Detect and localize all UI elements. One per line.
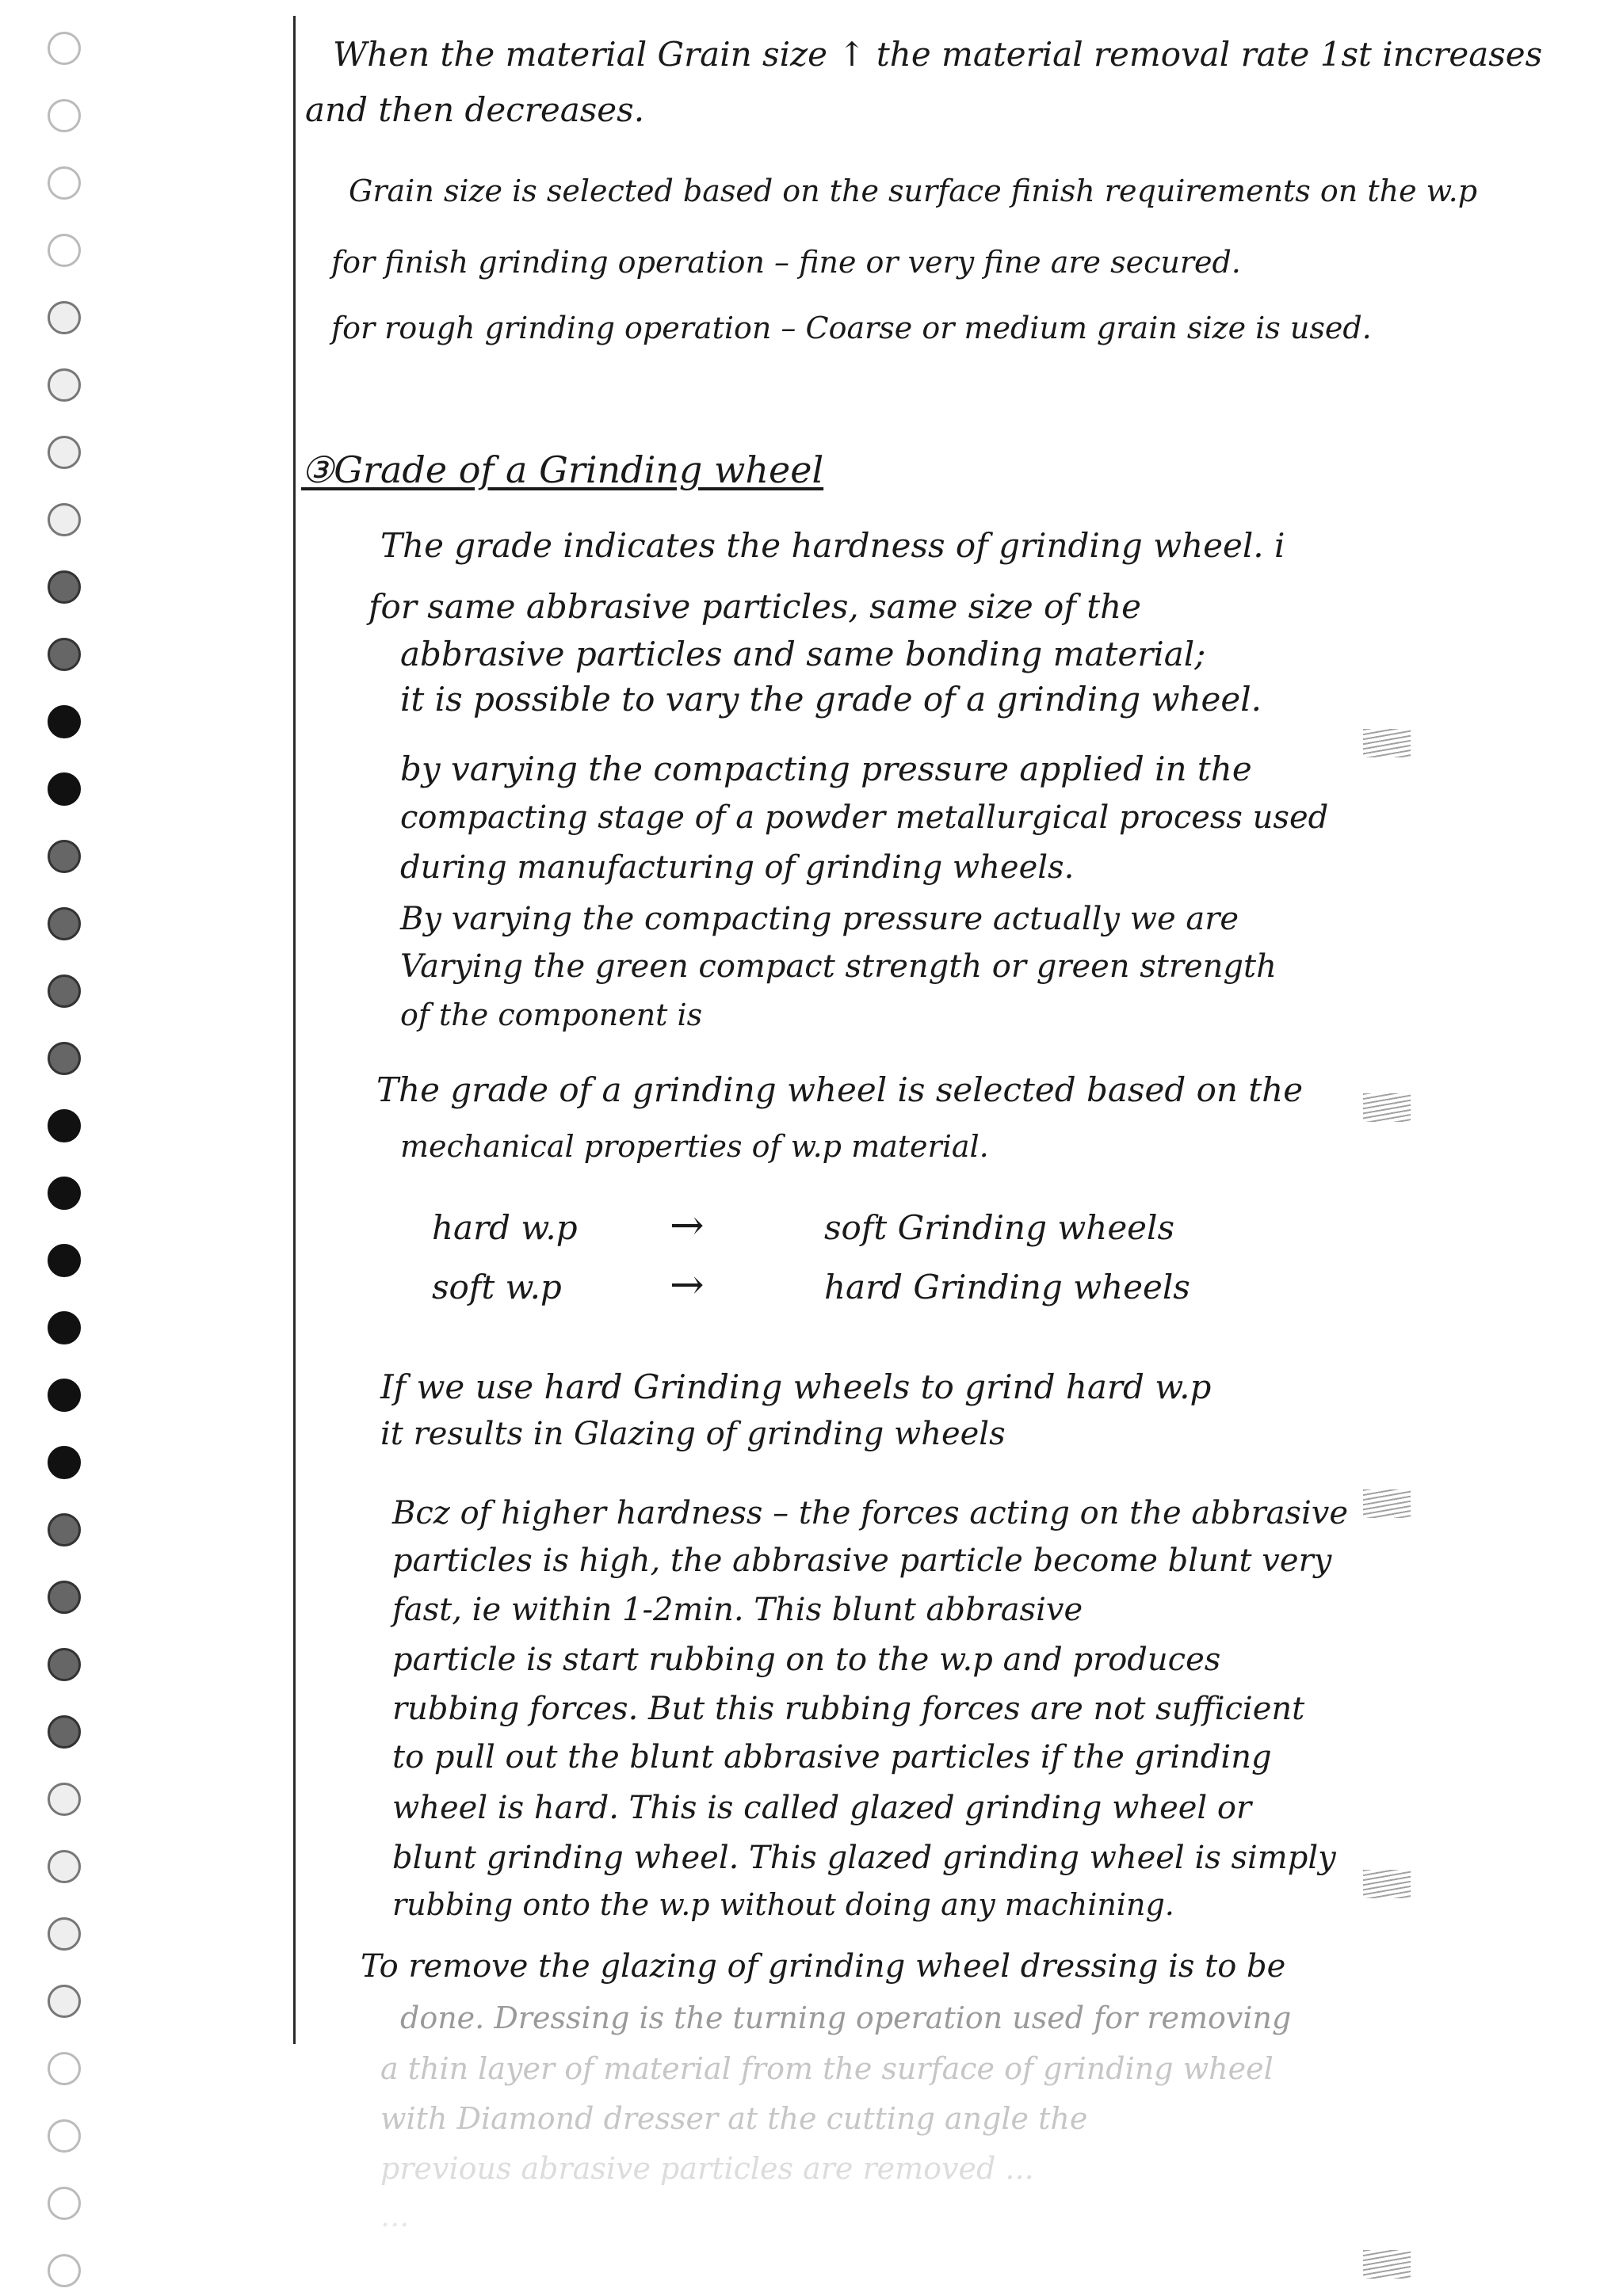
binder-hole	[48, 1648, 81, 1681]
binder-holes	[48, 32, 95, 2282]
binder-hole	[48, 234, 81, 267]
binder-hole	[48, 1581, 81, 1614]
binder-hole	[48, 2187, 81, 2220]
note-line: for finish grinding operation – fine or very fine are secured.	[331, 245, 1241, 280]
note-line: by varying the compacting pressure applied in the	[400, 749, 1252, 788]
note-line: of the component is	[400, 997, 703, 1032]
binder-hole	[48, 1715, 81, 1749]
note-line: during manufacturing of grinding wheels.	[400, 849, 1075, 886]
note-line: ...	[380, 2199, 410, 2233]
binder-hole	[48, 974, 81, 1008]
note-line: fast, ie within 1-2min. This blunt abbrasive	[392, 1592, 1083, 1628]
note-line: for same abbrasive particles, same size of the	[369, 587, 1142, 626]
binder-hole	[48, 1850, 81, 1883]
note-line: wheel is hard. This is called glazed grinding wheel or	[392, 1790, 1252, 1826]
binder-hole	[48, 840, 81, 873]
binder-hole	[48, 368, 81, 402]
note-line: Bcz of higher hardness – the forces acting on the abbrasive	[392, 1495, 1349, 1531]
note-line: done. Dressing is the turning operation used for removing	[400, 2000, 1292, 2035]
scan-mark	[1363, 1870, 1411, 1898]
arrow-icon: →	[670, 1261, 705, 1309]
binder-hole	[48, 2052, 81, 2085]
mapping-to: soft Grinding wheels	[824, 1208, 1175, 1247]
note-line: a thin layer of material from the surface of grinding wheel	[380, 2051, 1274, 2086]
margin-line	[293, 16, 296, 2044]
binder-hole	[48, 1042, 81, 1075]
binder-hole	[48, 1177, 81, 1210]
note-line: By varying the compacting pressure actually we are	[400, 901, 1239, 937]
scan-marks	[1363, 0, 1458, 2296]
binder-hole	[48, 1917, 81, 1951]
note-line: previous abrasive particles are removed ...	[380, 2151, 1034, 2186]
binder-hole	[48, 1783, 81, 1816]
note-line: with Diamond dresser at the cutting angle the	[380, 2101, 1088, 2136]
binder-hole	[48, 503, 81, 536]
note-line: compacting stage of a powder metallurgical process used	[400, 799, 1329, 836]
arrow-icon: →	[670, 1202, 705, 1249]
mapping-from: soft w.p	[432, 1268, 562, 1306]
note-line: particles is high, the abbrasive particle become blunt very	[392, 1543, 1332, 1579]
note-line: to pull out the blunt abbrasive particles if the grinding	[392, 1739, 1272, 1775]
binder-hole	[48, 1513, 81, 1547]
note-line: it results in Glazing of grinding wheels	[380, 1416, 1006, 1452]
note-line: for rough grinding operation – Coarse or medium grain size is used.	[331, 311, 1372, 345]
section-heading: ③Grade of a Grinding wheel	[301, 448, 824, 491]
binder-hole	[48, 570, 81, 604]
binder-hole	[48, 705, 81, 738]
scan-mark	[1363, 729, 1411, 757]
note-line: The grade of a grinding wheel is selected based on the	[376, 1070, 1304, 1109]
binder-hole	[48, 436, 81, 469]
note-line: mechanical properties of w.p material.	[400, 1129, 989, 1164]
binder-hole	[48, 1244, 81, 1277]
binder-hole	[48, 1109, 81, 1142]
scan-mark	[1363, 2250, 1411, 2279]
binder-hole	[48, 907, 81, 940]
binder-hole	[48, 1311, 81, 1344]
binder-hole	[48, 1985, 81, 2018]
note-line: it is possible to vary the grade of a grinding wheel.	[400, 680, 1262, 719]
binder-hole	[48, 772, 81, 806]
binder-hole	[48, 1379, 81, 1412]
mapping-to: hard Grinding wheels	[824, 1268, 1190, 1306]
binder-hole	[48, 99, 81, 132]
note-line: When the material Grain size ↑ the material removal rate 1st increases	[333, 35, 1543, 74]
note-line: rubbing onto the w.p without doing any machining.	[392, 1887, 1174, 1922]
note-line: blunt grinding wheel. This glazed grinding wheel is simply	[392, 1840, 1336, 1876]
binder-hole	[48, 166, 81, 200]
binder-hole	[48, 2119, 81, 2153]
binder-hole	[48, 32, 81, 65]
binder-hole	[48, 1446, 81, 1479]
note-line: Grain size is selected based on the surface finish requirements on the w.p	[349, 174, 1478, 208]
scan-mark	[1363, 1489, 1411, 1518]
note-line-text: To remove the glazing of grinding wheel dressing is to be	[361, 1948, 1286, 1985]
note-line	[361, 1948, 1286, 1985]
binder-hole	[48, 301, 81, 334]
binder-hole	[48, 2254, 81, 2287]
note-line: particle is start rubbing on to the w.p and produces	[392, 1642, 1221, 1678]
note-line: and then decreases.	[305, 90, 645, 129]
note-line: rubbing forces. But this rubbing forces are not sufficient	[392, 1691, 1305, 1727]
mapping-from: hard w.p	[432, 1208, 578, 1247]
note-line: abbrasive particles and same bonding material;	[400, 635, 1206, 673]
note-line: Varying the green compact strength or green strength	[400, 948, 1277, 985]
note-line: The grade indicates the hardness of grinding wheel. i	[380, 526, 1285, 565]
note-line: If we use hard Grinding wheels to grind hard w.p	[380, 1367, 1212, 1406]
binder-hole	[48, 638, 81, 671]
scan-mark	[1363, 1093, 1411, 1122]
